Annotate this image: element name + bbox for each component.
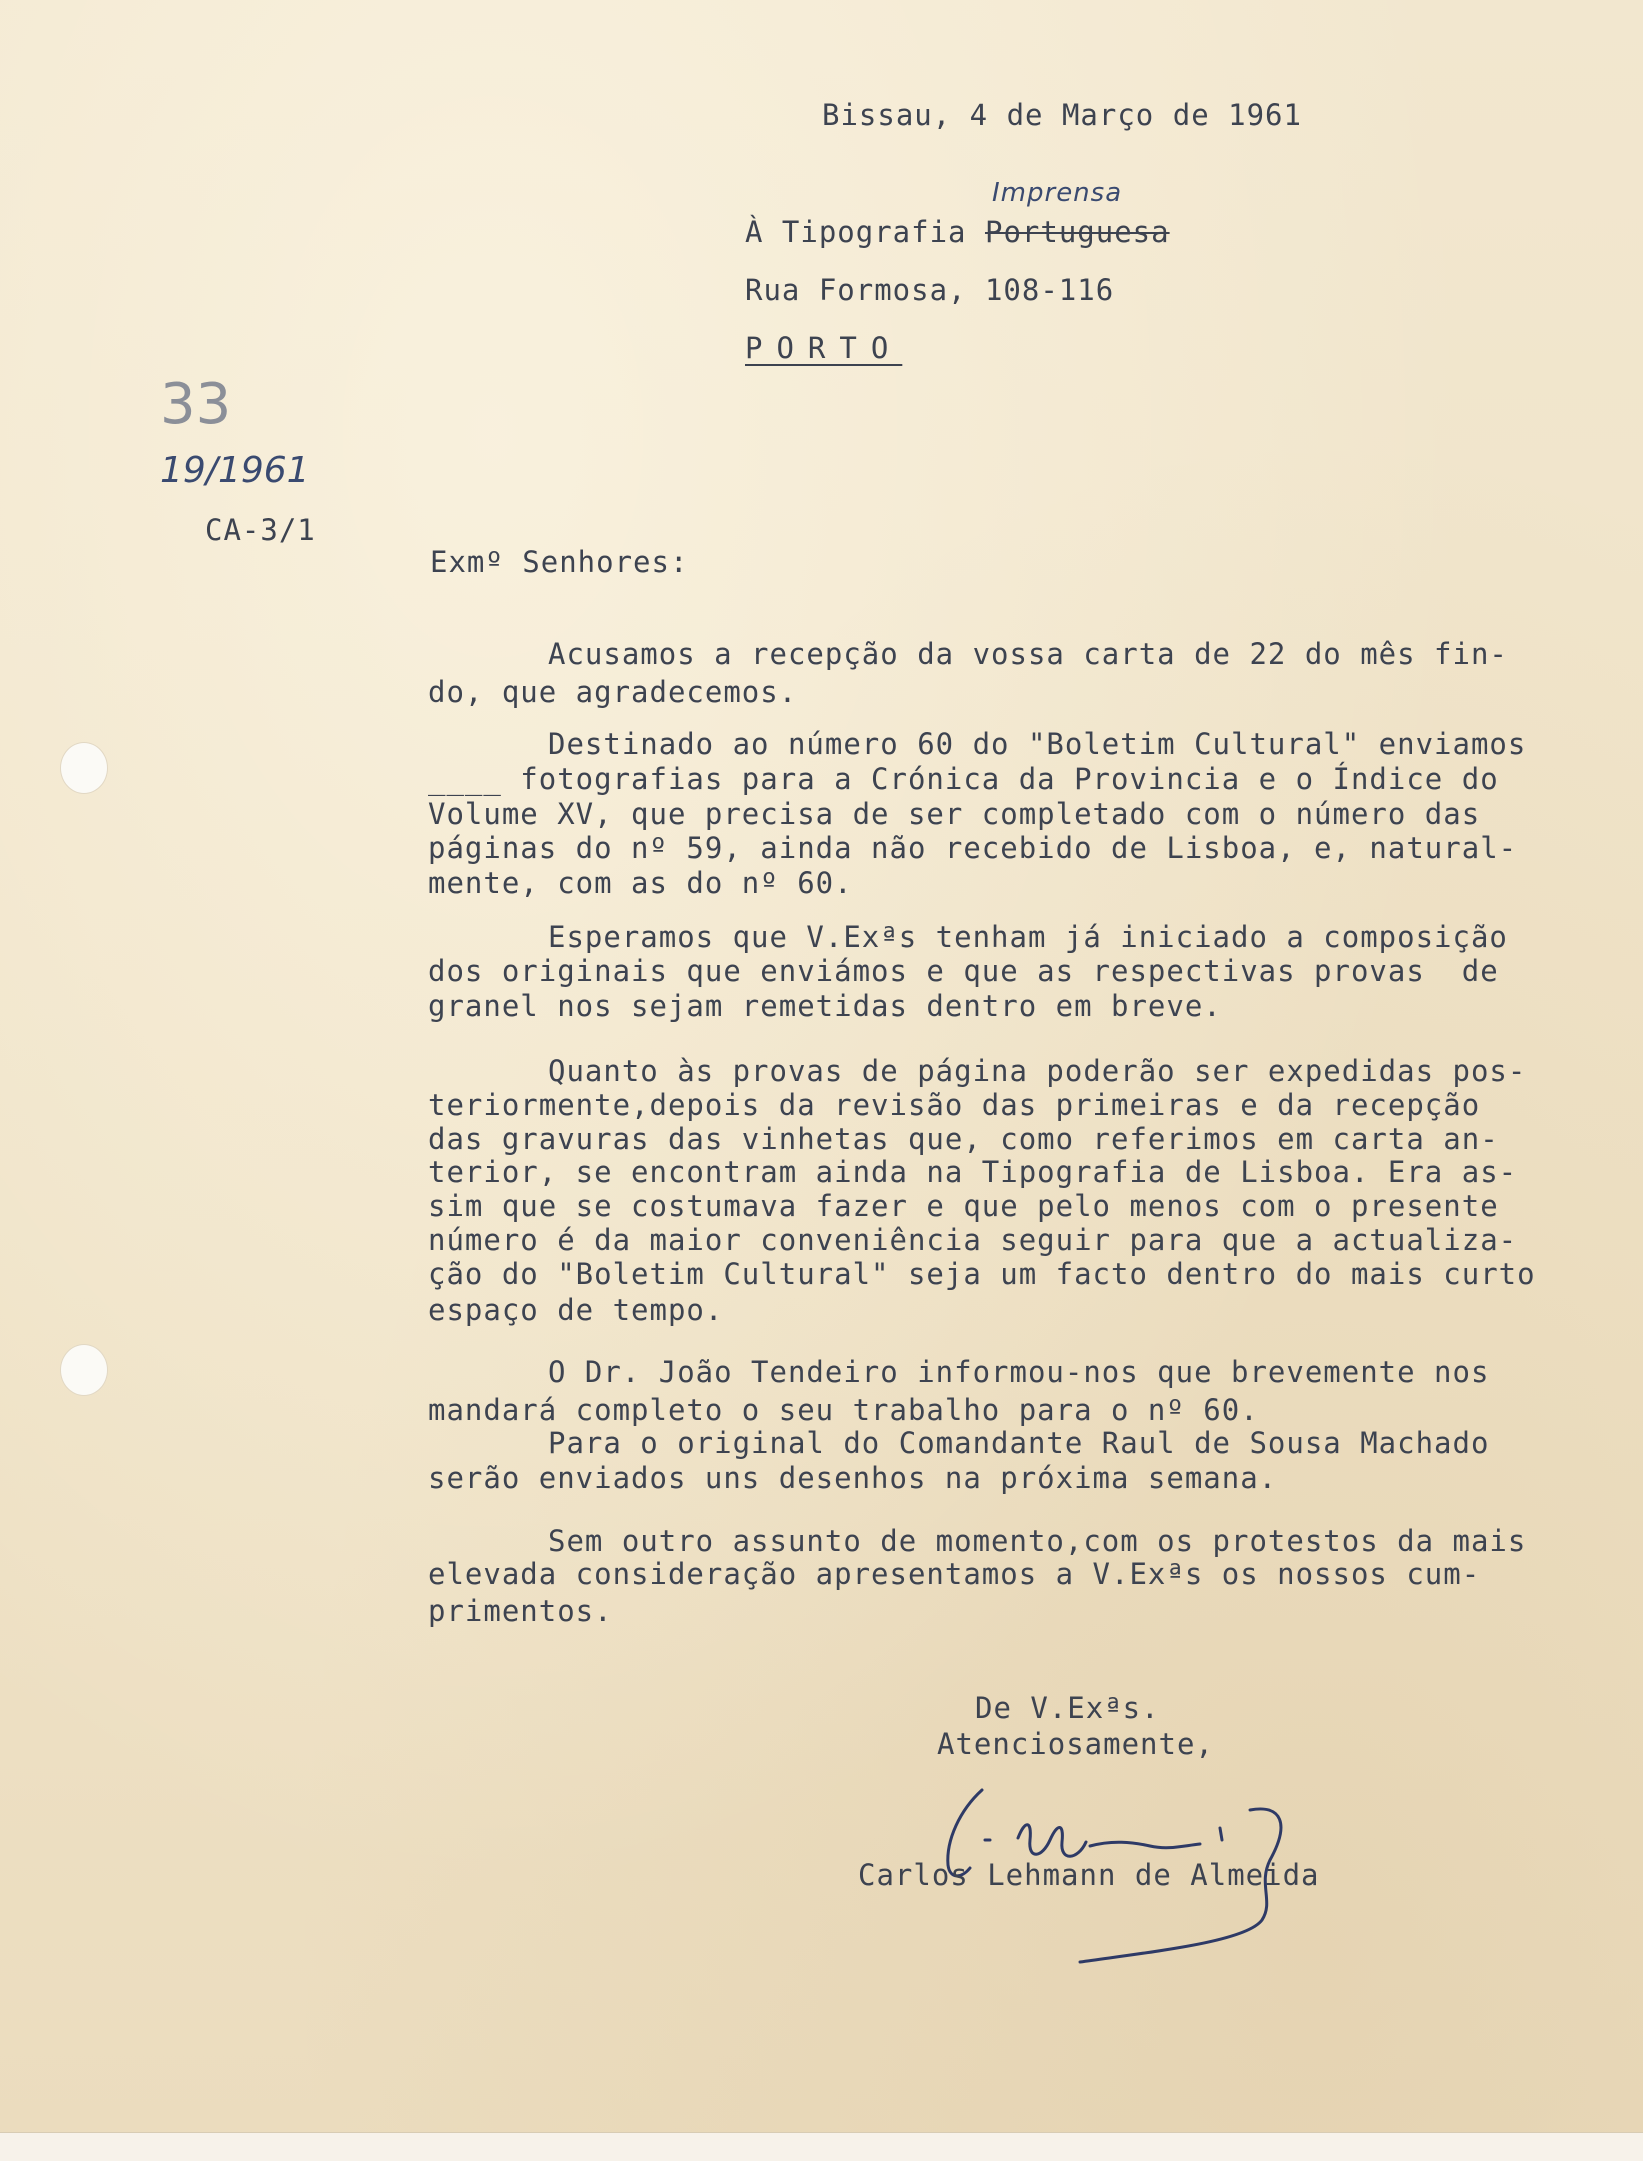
margin-code: CA-3/1 [205, 513, 316, 547]
closing-line: Atenciosamente, [937, 1727, 1214, 1761]
body-line: das gravuras das vinhetas que, como referimos em carta an- [428, 1122, 1499, 1156]
punch-hole-top [60, 742, 108, 794]
body-line: Quanto às provas de página poderão ser expedidas pos- [548, 1054, 1527, 1088]
body-line: do, que agradecemos. [428, 675, 798, 709]
handwritten-correction: Imprensa [992, 178, 1123, 208]
body-line: espaço de tempo. [428, 1293, 724, 1327]
body-line: Esperamos que V.Exªs tenham já iniciado a composição [548, 920, 1508, 954]
letter-date: Bissau, 4 de Março de 1961 [822, 98, 1302, 132]
margin-reference: 19/1961 [160, 450, 310, 491]
address-line-1 [745, 215, 1170, 249]
body-line: sim que se costumava fazer e que pelo menos com o presente [428, 1189, 1499, 1223]
signatory-name: Carlos Lehmann de Almeida [858, 1858, 1320, 1892]
body-line: granel nos sejam remetidas dentro em breve. [428, 989, 1222, 1023]
body-line: serão enviados uns desenhos na próxima semana. [428, 1461, 1278, 1495]
body-line: Destinado ao número 60 do "Boletim Cultural" enviamos [548, 727, 1527, 761]
body-line: terior, se encontram ainda na Tipografia de Lisboa. Era as- [428, 1155, 1518, 1189]
body-line: elevada consideração apresentamos a V.Exªs os nossos cum- [428, 1557, 1481, 1591]
body-line: Volume XV, que precisa de ser completado com o número das [428, 797, 1481, 831]
body-line: teriormente,depois da revisão das primeiras e da recepção [428, 1088, 1481, 1122]
body-line: páginas do nº 59, ainda não recebido de Lisboa, e, natural- [428, 831, 1518, 865]
margin-number: 33 [160, 372, 232, 437]
address-line-2: Rua Formosa, 108-116 [745, 273, 1115, 307]
punch-hole-bottom [60, 1344, 108, 1396]
body-line: Para o original do Comandante Raul de Sousa Machado [548, 1426, 1490, 1460]
body-line: mente, com as do nº 60. [428, 866, 853, 900]
address-struck-word: Portuguesa [984, 215, 1170, 249]
body-line: Sem outro assunto de momento,com os protestos da mais [548, 1524, 1527, 1558]
closing-line: De V.Exªs. [975, 1691, 1160, 1725]
salutation: Exmº Senhores: [430, 545, 689, 579]
body-line: mandará completo o seu trabalho para o nº 60. [428, 1393, 1259, 1427]
body-line: dos originais que enviámos e que as respectivas provas de [428, 954, 1499, 988]
body-line: número é da maior conveniência seguir para que a actualiza- [428, 1223, 1518, 1257]
address-prefix: À Tipografia [745, 215, 967, 249]
body-line: ____ fotografias para a Crónica da Provincia e o Índice do [428, 762, 1499, 796]
body-line: O Dr. João Tendeiro informou-nos que brevemente nos [548, 1355, 1490, 1389]
address-city: PORTO [745, 331, 903, 365]
body-line: Acusamos a recepção da vossa carta de 22 do mês fin- [548, 637, 1508, 671]
body-line: primentos. [428, 1594, 613, 1628]
body-line: ção do "Boletim Cultural" seja um facto dentro do mais curto [428, 1257, 1536, 1291]
scan-bottom-edge [0, 2132, 1643, 2161]
